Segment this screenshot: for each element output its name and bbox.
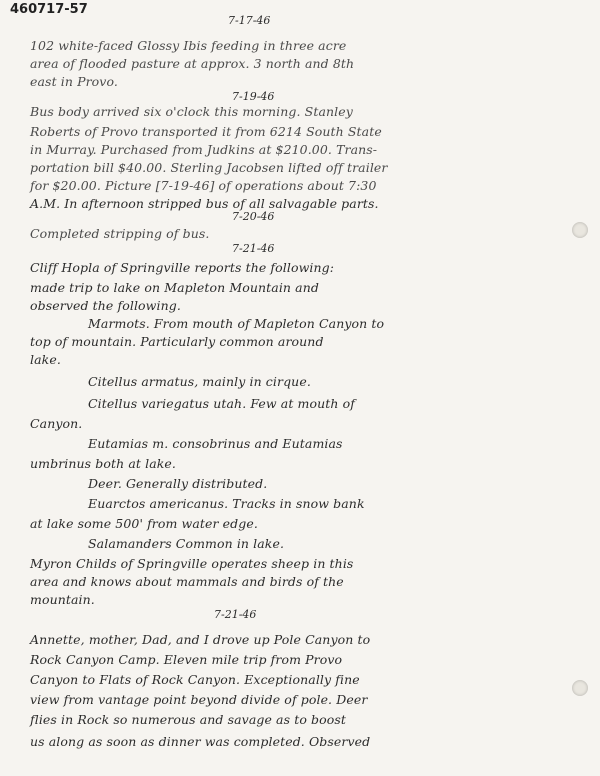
binder-hole: [572, 222, 588, 238]
entry-line: Roberts of Provo transported it from 6214 South State: [30, 124, 382, 139]
entry-line: Rock Canyon Camp. Eleven mile trip from Provo: [30, 652, 343, 667]
entry-line: 102 white-faced Glossy Ibis feeding in three acre: [30, 38, 347, 53]
entry-line: Citellus variegatus utah. Few at mouth of: [88, 396, 355, 411]
entry-line: Euarctos americanus. Tracks in snow bank: [88, 496, 365, 511]
entry-line: umbrinus both at lake.: [30, 456, 176, 471]
entry-line: in Murray. Purchased from Judkins at $210.00. Trans-: [30, 142, 378, 157]
entry-line: portation bill $40.00. Sterling Jacobsen lifted off trailer: [30, 160, 388, 175]
entry-line: lake.: [30, 352, 61, 367]
entry-line: made trip to lake on Mapleton Mountain and: [30, 280, 319, 295]
entry-line: Canyon.: [30, 416, 83, 431]
entry-line: view from vantage point beyond divide of pole. Deer: [30, 692, 368, 707]
binder-hole: [572, 680, 588, 696]
entry-date: 7-21-46: [232, 242, 275, 255]
entry-date: 7-21-46: [214, 608, 257, 621]
entry-line: top of mountain. Particularly common around: [30, 334, 324, 349]
entry-line: flies in Rock so numerous and savage as to boost: [30, 712, 347, 727]
entry-date: 7-20-46: [232, 210, 275, 223]
entry-line: area and knows about mammals and birds of the: [30, 574, 344, 589]
document-id: 460717-57: [10, 2, 88, 17]
entry-line: observed the following.: [30, 298, 181, 313]
entry-line: Eutamias m. consobrinus and Eutamias: [88, 436, 343, 451]
entry-date: 7-17-46: [228, 14, 271, 27]
entry-date: 7-19-46: [232, 90, 275, 103]
entry-line: Annette, mother, Dad, and I drove up Pole Canyon to: [30, 632, 371, 647]
entry-line: Completed stripping of bus.: [30, 226, 210, 241]
entry-line: A.M. In afternoon stripped bus of all salvagable parts.: [30, 196, 379, 211]
entry-line: Bus body arrived six o'clock this morning. Stanley: [30, 104, 353, 119]
entry-line: at lake some 500' from water edge.: [30, 516, 258, 531]
entry-line: Marmots. From mouth of Mapleton Canyon to: [88, 316, 385, 331]
entry-line: Cliff Hopla of Springville reports the following:: [30, 260, 335, 275]
entry-line: for $20.00. Picture [7-19-46] of operations about 7:30: [30, 178, 377, 193]
entry-line: Myron Childs of Springville operates sheep in this: [30, 556, 354, 571]
entry-line: Salamanders Common in lake.: [88, 536, 285, 551]
entry-line: mountain.: [30, 592, 95, 607]
entry-line: east in Provo.: [30, 74, 118, 89]
entry-line: Citellus armatus, mainly in cirque.: [88, 374, 311, 389]
entry-line: area of flooded pasture at approx. 3 north and 8th: [30, 56, 355, 71]
entry-line: us along as soon as dinner was completed. Observed: [30, 734, 371, 749]
entry-line: Canyon to Flats of Rock Canyon. Exceptionally fine: [30, 672, 360, 687]
entry-line: Deer. Generally distributed.: [88, 476, 268, 491]
